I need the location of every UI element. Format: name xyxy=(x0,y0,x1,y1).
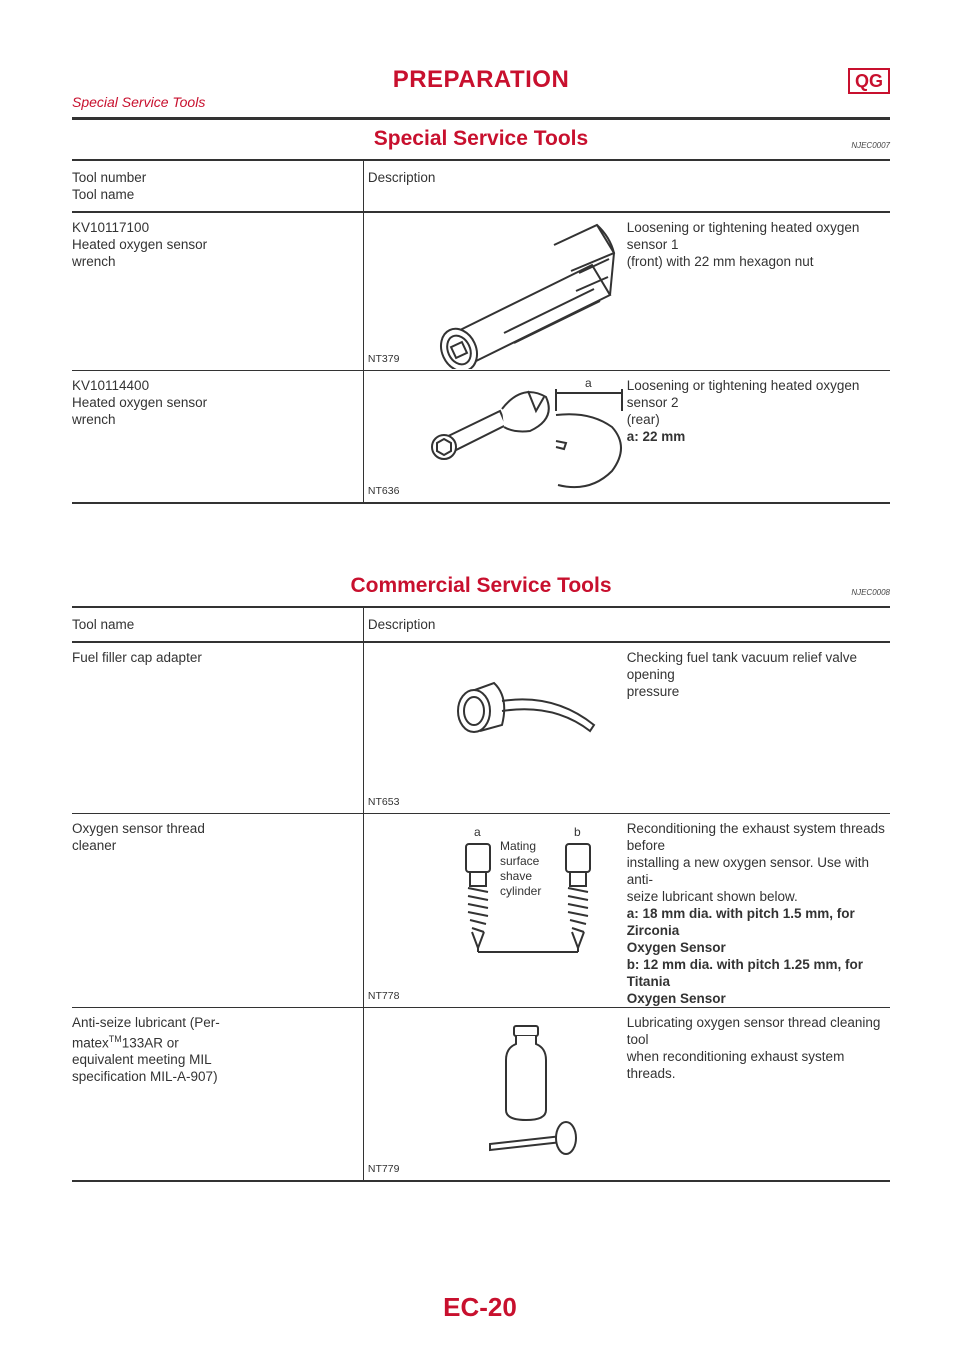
engine-badge: QG xyxy=(848,68,890,94)
commercial-tools-code: NJEC0008 xyxy=(851,588,890,597)
table-row xyxy=(72,813,890,1007)
page-number: EC-20 xyxy=(443,1292,517,1322)
commercial-tools-title: Commercial Service Tools xyxy=(350,574,612,597)
description-cell: Loosening or tightening heated oxygen sensor 1 (front) with 22 mm hexagon nut xyxy=(627,212,890,370)
flare-nut-wrench-image xyxy=(364,371,664,502)
description-cell: Lubricating oxygen sensor thread cleaning tool when reconditioning exhaust system threads. xyxy=(627,1007,890,1181)
table-row xyxy=(72,212,890,370)
tool-figure-cell xyxy=(363,1007,626,1181)
special-tools-section xyxy=(72,127,890,504)
table-row xyxy=(72,642,890,813)
tool-name-cell: Oxygen sensor thread cleaner xyxy=(72,813,363,1007)
callout-text: shave xyxy=(499,868,532,883)
tool-figure-cell xyxy=(363,813,626,1007)
description-cell: Checking fuel tank vacuum relief valve opening pressure xyxy=(627,642,890,813)
col-header-description: Description xyxy=(363,608,890,642)
commercial-tools-section xyxy=(72,574,890,1182)
tool-name-cell: Anti-seize lubricant (Per- matex™133AR or equivalent meeting MIL specification MIL-A-907) xyxy=(72,1007,363,1181)
callout-text: Mating xyxy=(499,838,536,853)
tool-figure-cell xyxy=(363,212,626,370)
page-header xyxy=(72,66,890,120)
tool-name-cell: KV10117100 Heated oxygen sensor wrench xyxy=(72,212,363,370)
special-tools-table xyxy=(72,161,890,504)
figure-code: NT778 xyxy=(367,989,400,1002)
figure-code: NT653 xyxy=(367,795,400,808)
special-tools-title: Special Service Tools xyxy=(373,127,589,150)
oxygen-sensor-socket-image xyxy=(364,213,664,369)
col-header-tool: Tool number Tool name xyxy=(72,161,363,212)
commercial-tools-table xyxy=(72,608,890,1182)
table-row xyxy=(72,370,890,503)
tool-name-cell: Fuel filler cap adapter xyxy=(72,642,363,813)
callout-text: surface xyxy=(499,853,540,868)
description-cell: Loosening or tightening heated oxygen sensor 2 (rear) a: 22 mm xyxy=(627,370,890,503)
callout-text: cylinder xyxy=(499,883,542,898)
tool-name-cell: KV10114400 Heated oxygen sensor wrench xyxy=(72,370,363,503)
figure-code: NT779 xyxy=(367,1163,400,1175)
tool-figure-cell xyxy=(363,642,626,813)
cleaner-label-b: b xyxy=(573,824,581,839)
cleaner-label-a: a xyxy=(473,824,481,839)
col-header-tool-name: Tool name xyxy=(72,608,363,642)
fuel-cap-adapter-image xyxy=(364,643,664,811)
special-tools-code: NJEC0007 xyxy=(851,141,890,150)
figure-code: NT379 xyxy=(367,352,400,365)
header-title: PREPARATION xyxy=(392,66,570,93)
header-subtitle: Special Service Tools xyxy=(72,94,206,110)
lubricant-bottle-image xyxy=(364,1008,664,1180)
dimension-label-a: a xyxy=(584,375,592,390)
header-rule xyxy=(72,117,890,120)
description-cell: Reconditioning the exhaust system threads before installing a new oxygen sensor. Use with anti- seize lubricant shown below. a: 18 mm dia. with pitch 1.5 mm, for Zirconia Oxygen Sensor b: 12 mm dia. with pitch 1.25 mm, for Titania Oxygen Sensor xyxy=(627,813,890,1007)
thread-cleaner-image xyxy=(364,814,664,984)
table-row xyxy=(72,1007,890,1181)
tool-figure-cell xyxy=(363,370,626,503)
col-header-description: Description xyxy=(363,161,890,212)
figure-code: NT636 xyxy=(367,485,400,497)
